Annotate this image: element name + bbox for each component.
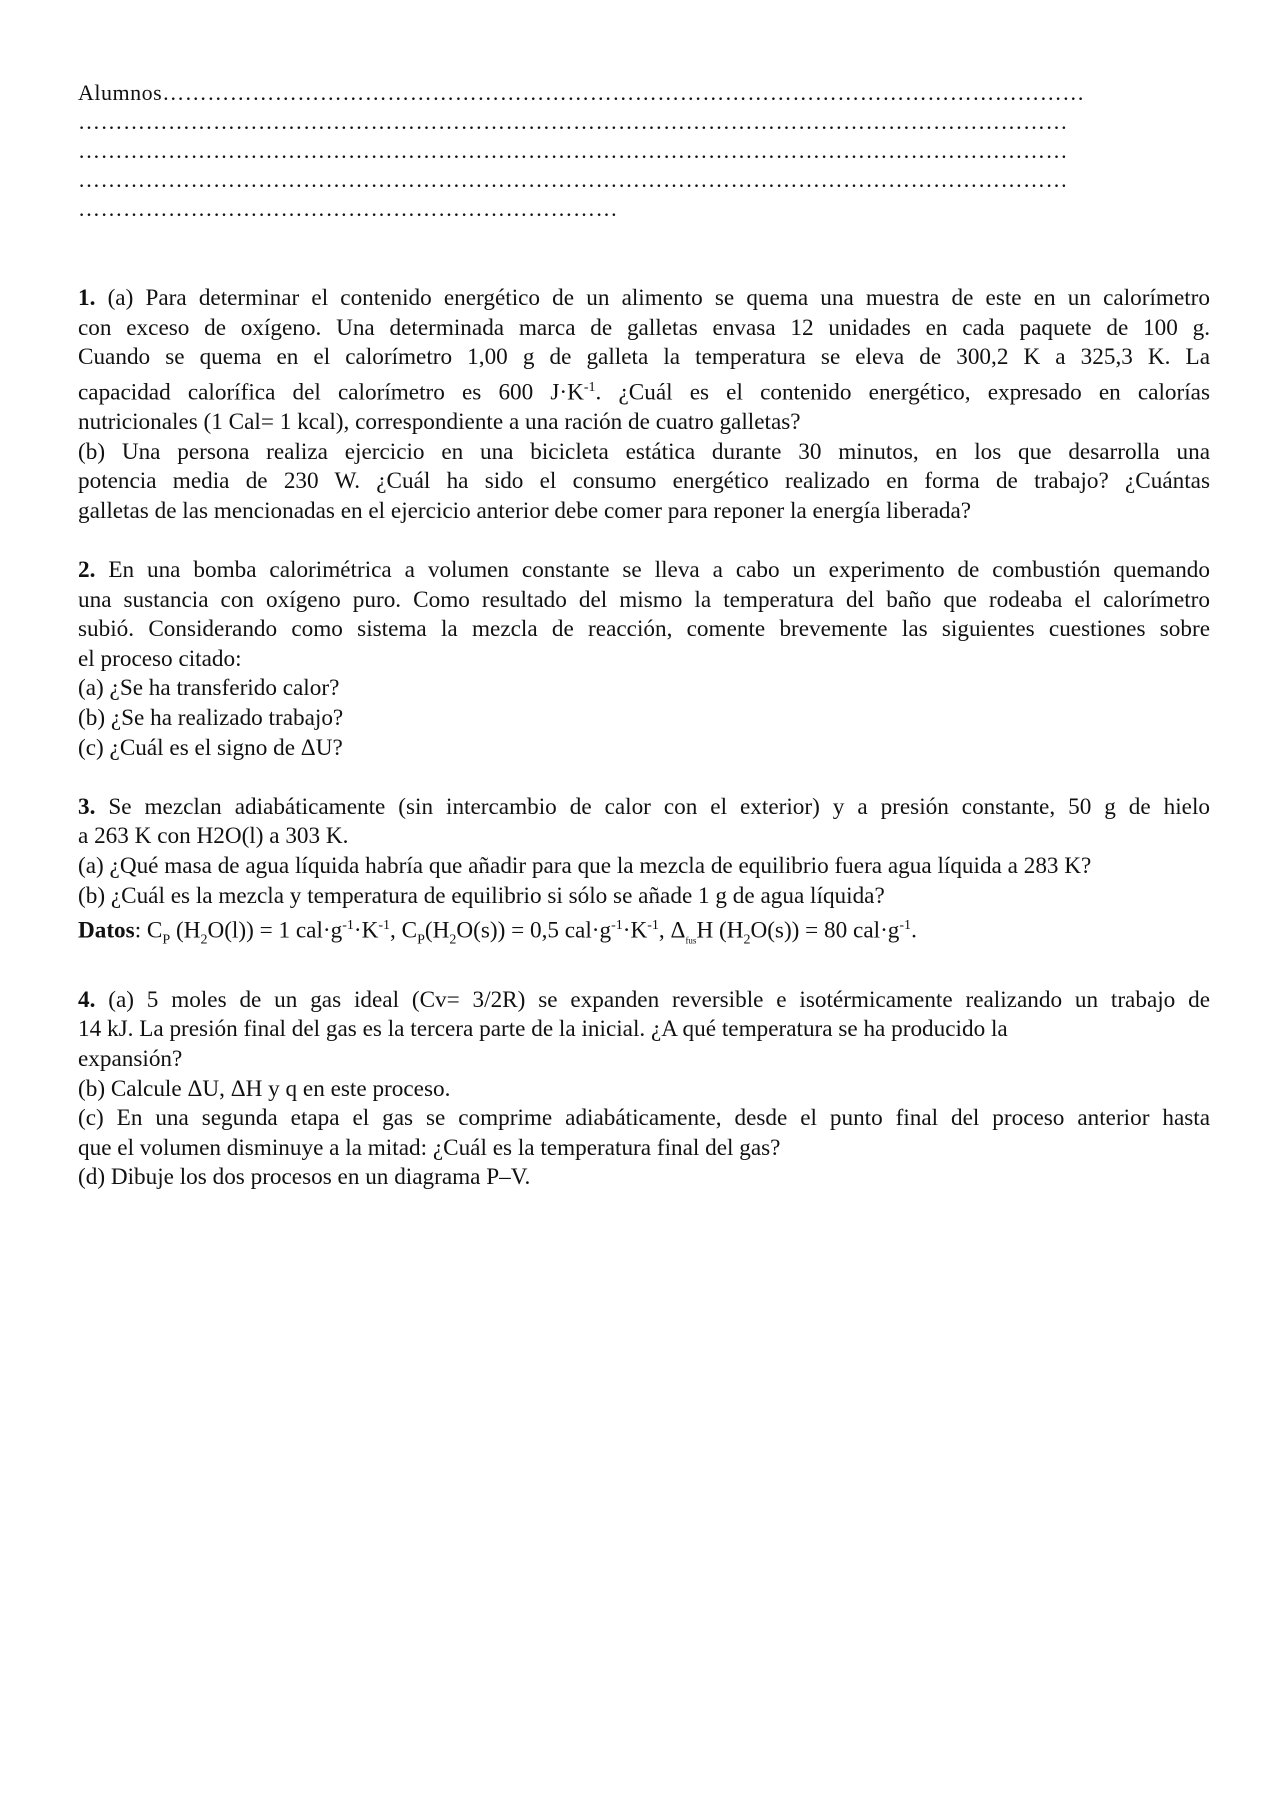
students-label: Alumnos	[78, 80, 163, 105]
question-3	[78, 793, 1210, 956]
question-line: (b) Calcule ΔU, ΔH y q en este proceso.	[78, 1075, 451, 1102]
question-number: 3.	[78, 793, 96, 820]
data-line: Datos: $C_P$ $(H_2O(l)) = 1$ $cal\cdot g^{-1}\cdot K^{-1}$, $C_P(H_2O(s)) = 0,5$ $cal\cdot g^{-1}\cdot K^{-1}$, $\Delta_{fus}H$ $(H_2O(s)) = 80$ $cal\cdot g^{-1}$.	[78, 917, 917, 948]
question-line: (b) ¿Cuál es la mezcla y temperatura de equilibrio si sólo se añade 1 g de agua líquida?	[78, 882, 885, 909]
question-line: subió. Considerando como sistema la mezcla de reacción, comente brevemente las siguientes cuestiones sobre	[78, 616, 1210, 643]
question-number: 1.	[78, 285, 96, 311]
question-line: con exceso de oxígeno. Una determinada marca de galletas envasa 12 unidades en cada paquete de 100 g.	[78, 314, 1210, 341]
question-number: 2.	[78, 557, 96, 584]
question-line: (a) ¿Se ha transferido calor?	[78, 675, 340, 702]
students-dots: ……………………………………………………………………………………………………………	[162, 80, 1085, 105]
students-dots-line: ………………………………………………………………	[78, 196, 618, 221]
question-line: 14 kJ. La presión final del gas es la tercera parte de la inicial. ¿A qué temperatura se ha producido la	[78, 1016, 1008, 1043]
question-line: (a) ¿Qué masa de agua líquida habría que añadir para que la mezcla de equilibrio fuera agua líquida a 283 K?	[78, 853, 1092, 880]
students-dots-line: ……………………………………………………………………………………………………………………	[78, 138, 1068, 163]
question-line: potencia media de 230 W. ¿Cuál ha sido el consumo energético realizado en forma de trabajo? ¿Cuántas	[78, 468, 1210, 495]
question-line: 1. (a) Para determinar el contenido energético de un alimento se quema una muestra de este en un calorímetro	[78, 285, 1211, 311]
question-line: nutricionales (1 Cal= 1 kcal), correspondiente a una ración de cuatro galletas?	[78, 409, 801, 436]
question-line: (d) Dibuje los dos procesos en un diagrama P–V.	[78, 1164, 531, 1191]
question-line: que el volumen disminuye a la mitad: ¿Cuál es la temperatura final del gas?	[78, 1134, 781, 1161]
question-4	[78, 986, 1210, 1193]
question-number: 4.	[78, 986, 96, 1013]
question-2	[78, 556, 1210, 763]
students-dots-line: ……………………………………………………………………………………………………………………	[78, 167, 1068, 192]
students-block	[78, 78, 1200, 223]
question-line: capacidad calorífica del calorímetro es 600 $J\cdot K^{-1}$. ¿Cuál es el contenido energético, expresado en calorías	[78, 379, 1210, 406]
question-1	[78, 284, 1210, 526]
question-line: el proceso citado:	[78, 645, 242, 672]
students-line	[78, 78, 1200, 107]
question-line: expansión?	[78, 1045, 183, 1072]
question-line: 3. Se mezclan adiabáticamente (sin intercambio de calor con el exterior) y a presión constante, 50 g de hielo	[78, 793, 1211, 820]
question-line: a 263 K con H2O(l) a 303 K.	[78, 823, 349, 850]
data-label: Datos	[78, 917, 135, 944]
question-line: Cuando se quema en el calorímetro 1,00 g de galleta la temperatura se eleva de 300,2 K a 325,3 K. La	[78, 344, 1210, 371]
question-line: 4. (a) 5 moles de un gas ideal (Cv= 3/2R) se expanden reversible e isotérmicamente realizando un trabajo de	[78, 986, 1210, 1013]
question-line: (b) Una persona realiza ejercicio en una bicicleta estática durante 30 minutos, en los que desarrolla una	[78, 438, 1210, 465]
students-dots-line: ……………………………………………………………………………………………………………………	[78, 109, 1068, 134]
question-line: una sustancia con oxígeno puro. Como resultado del mismo la temperatura del baño que rodeaba el calorímetro	[78, 586, 1210, 613]
question-line: (b) ¿Se ha realizado trabajo?	[78, 705, 344, 732]
question-line: (c) En una segunda etapa el gas se comprime adiabáticamente, desde el punto final del proceso anterior hasta	[78, 1105, 1210, 1132]
question-line: galletas de las mencionadas en el ejercicio anterior debe comer para reponer la energía liberada?	[78, 497, 972, 524]
question-line: (c) ¿Cuál es el signo de ΔU?	[78, 734, 343, 761]
question-line: 2. En una bomba calorimétrica a volumen constante se lleva a cabo un experimento de combustión quemando	[78, 557, 1210, 584]
questions	[78, 284, 1210, 1223]
